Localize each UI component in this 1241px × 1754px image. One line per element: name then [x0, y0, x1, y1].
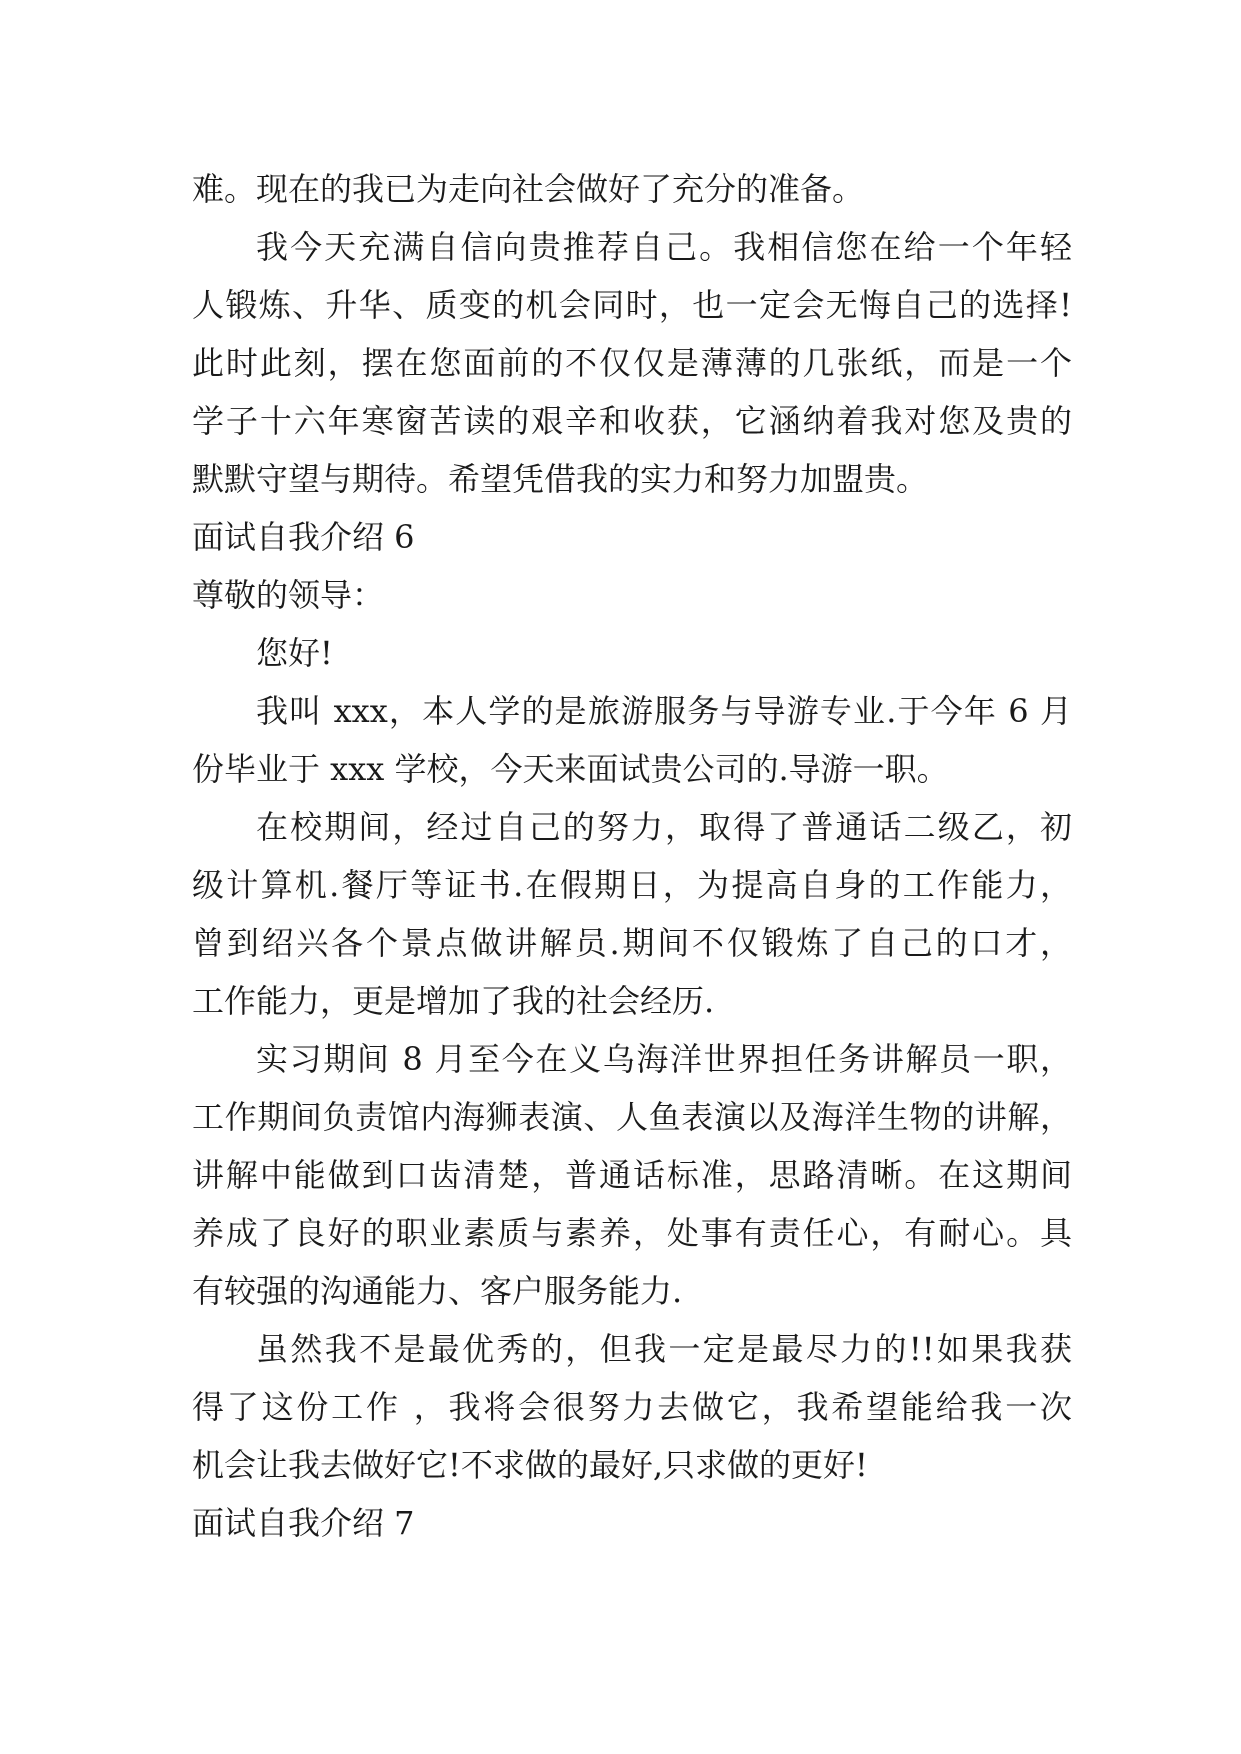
text-line: 在校期间，经过自己的努力，取得了普通话二级乙，初	[256, 808, 1072, 846]
text-line: 工作期间负责馆内海狮表演、人鱼表演以及海洋生物的讲解，	[192, 1098, 1072, 1136]
text-line: 级计算机.餐厅等证书.在假期日，为提高自身的工作能力，	[192, 866, 1072, 904]
text-line: 学子十六年寒窗苦读的艰辛和收获，它涵纳着我对您及贵的	[192, 402, 1072, 440]
text-line: 有较强的沟通能力、客户服务能力.	[192, 1272, 683, 1310]
text-line: 我今天充满自信向贵推荐自己。我相信您在给一个年轻	[256, 228, 1072, 266]
text-line: 实习期间 8 月至今在义乌海洋世界担任务讲解员一职，	[256, 1040, 1072, 1078]
text-line: 虽然我不是最优秀的，但我一定是最尽力的!!如果我获	[256, 1330, 1072, 1368]
text-line: 人锻炼、升华、质变的机会同时，也一定会无悔自己的选择!	[192, 286, 1072, 324]
greeting: 您好!	[256, 634, 333, 672]
text-line: 默默守望与期待。希望凭借我的实力和努力加盟贵。	[192, 460, 929, 498]
text-line: 得了这份工作 ，我将会很努力去做它，我希望能给我一次	[192, 1388, 1072, 1426]
text-line: 机会让我去做好它!不求做的最好,只求做的更好!	[192, 1446, 868, 1484]
text-line: 我叫 xxx，本人学的是旅游服务与导游专业.于今年 6 月	[256, 692, 1072, 730]
text-line: 份毕业于 xxx 学校，今天来面试贵公司的.导游一职。	[192, 750, 949, 788]
text-line: 养成了良好的职业素质与素养，处事有责任心，有耐心。具	[192, 1214, 1072, 1252]
text-line: 此时此刻，摆在您面前的不仅仅是薄薄的几张纸，而是一个	[192, 344, 1072, 382]
section-heading: 面试自我介绍 7	[192, 1504, 415, 1542]
text-line: 工作能力，更是增加了我的社会经历.	[192, 982, 715, 1020]
text-line: 讲解中能做到口齿清楚，普通话标准，思路清晰。在这期间	[192, 1156, 1072, 1194]
section-heading: 面试自我介绍 6	[192, 518, 415, 556]
text-line: 曾到绍兴各个景点做讲解员.期间不仅锻炼了自己的口才，	[192, 924, 1072, 962]
text-line: 难。现在的我已为走向社会做好了充分的准备。	[192, 170, 865, 208]
document-page	[192, 160, 1072, 1552]
salutation: 尊敬的领导：	[192, 576, 385, 614]
